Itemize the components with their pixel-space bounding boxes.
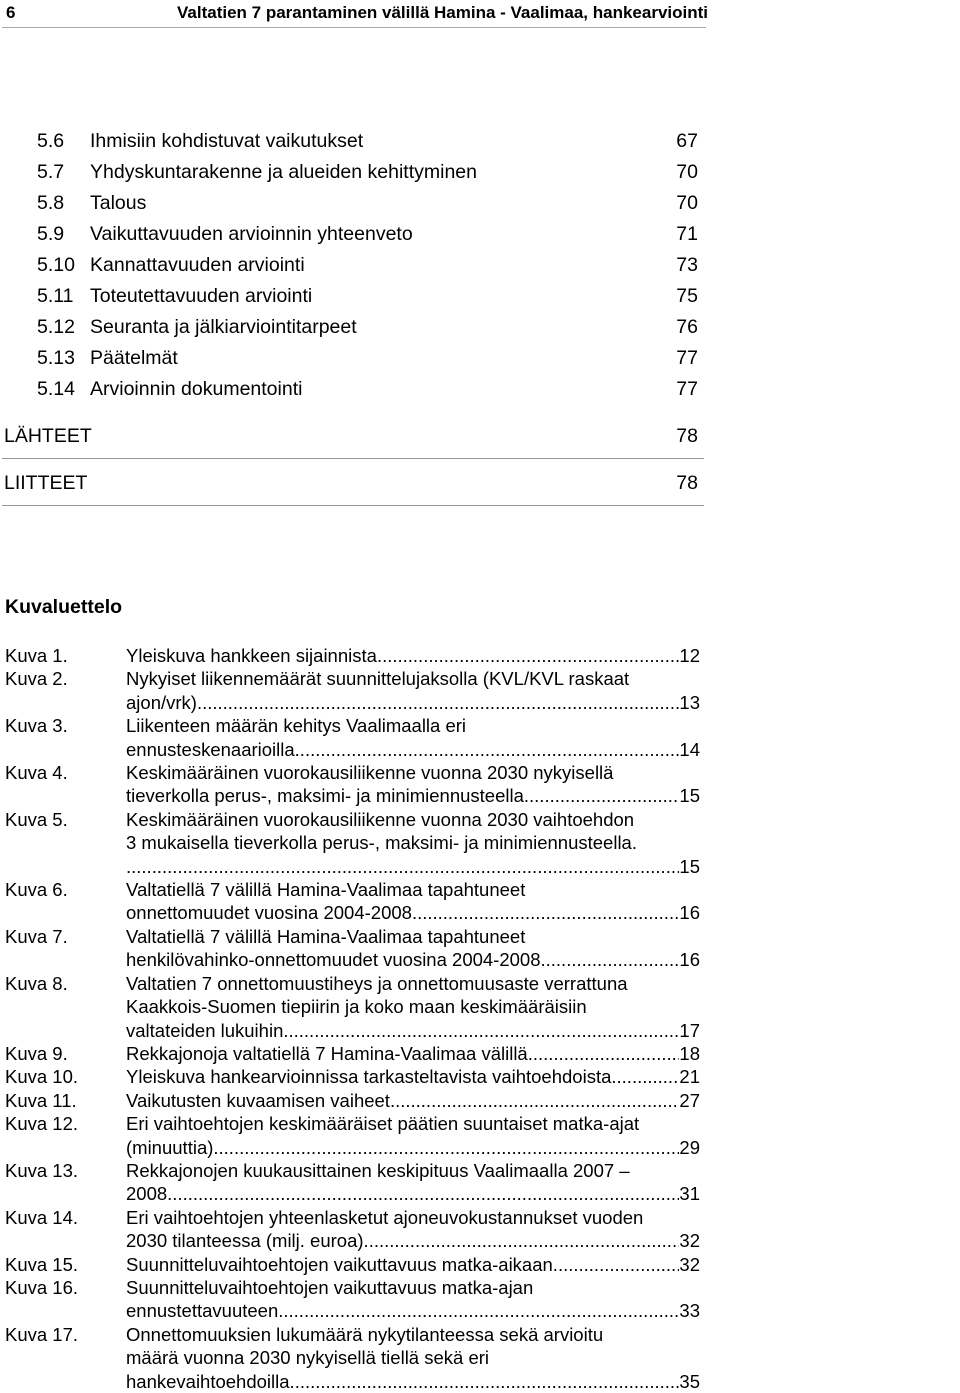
dot-leader — [197, 691, 679, 714]
figure-caption-text: henkilövahinko-onnettomuudet vuosina 2004-2008. — [126, 949, 546, 971]
figure-caption — [126, 714, 700, 761]
figure-caption-line: Nykyiset liikennemäärät suunnittelujaksolla (KVL/KVL raskaat — [126, 668, 630, 690]
figure-page: 32 — [679, 1253, 700, 1275]
figure-caption-last-line — [126, 644, 700, 667]
figure-caption-text: Yleiskuva hankkeen sijainnista — [126, 645, 377, 666]
toc-entry[interactable] — [0, 378, 710, 404]
figure-caption-text: 2008. — [126, 1183, 173, 1205]
figure-page: 16 — [679, 949, 700, 971]
figure-label: Kuva 8. — [5, 972, 68, 994]
figure-caption-last-line — [126, 1089, 700, 1112]
figure-caption-line: Rekkajonojen kuukausittainen keskipituus Vaalimaalla 2007 – — [126, 1159, 630, 1181]
dot-leader — [377, 644, 679, 667]
figure-caption-text: ennustettavuuteen. — [126, 1300, 284, 1322]
figure-caption-text: ennusteskenaarioilla — [126, 738, 295, 760]
figure-caption-last-line — [126, 1042, 700, 1065]
figure-caption-line: Liikenteen määrän kehitys Vaalimaalla eri — [126, 715, 467, 737]
figure-caption — [126, 808, 700, 878]
page-number: 6 — [6, 3, 16, 22]
figure-caption-last-line — [126, 1229, 700, 1252]
figure-label: Kuva 11. — [5, 1089, 77, 1111]
toc-main-label: LÄHTEET — [4, 425, 92, 447]
figure-list — [0, 644, 710, 1393]
figure-caption-last-line — [126, 784, 700, 807]
toc-main-entry[interactable] — [0, 472, 704, 504]
figure-entry[interactable] — [0, 1323, 710, 1393]
figure-caption-text: (minuuttia). — [126, 1136, 219, 1158]
figure-entry[interactable] — [0, 1089, 710, 1112]
figure-entry[interactable] — [0, 1042, 710, 1065]
figure-label: Kuva 3. — [5, 715, 68, 737]
figure-caption — [126, 1323, 700, 1393]
toc-entry-page: 70 — [676, 161, 698, 183]
toc-entry-number: 5.11 — [37, 285, 74, 307]
figure-page: 14 — [679, 738, 700, 760]
figure-label: Kuva 1. — [5, 645, 68, 666]
toc-entry[interactable] — [0, 347, 710, 373]
figure-caption-last-line — [126, 1253, 700, 1276]
dot-leader — [417, 901, 679, 924]
figure-page: 15 — [679, 785, 700, 807]
figure-page: 33 — [679, 1300, 700, 1322]
figure-caption-last-line — [126, 1299, 700, 1322]
toc-divider — [2, 458, 704, 459]
figure-label: Kuva 6. — [5, 879, 68, 901]
toc-entry-label: Seuranta ja jälkiarviointitarpeet — [90, 316, 357, 338]
figure-caption-line: Eri vaihtoehtojen yhteenlasketut ajoneuvokustannukset vuoden — [126, 1206, 644, 1228]
figure-caption — [126, 1065, 700, 1088]
toc-entry-label: Talous — [90, 192, 147, 214]
figure-label: Kuva 14. — [5, 1206, 79, 1228]
dot-leader — [533, 1042, 680, 1065]
toc-main-page: 78 — [676, 425, 698, 447]
toc-entry-number: 5.7 — [37, 161, 65, 183]
toc-entry-page: 76 — [676, 316, 698, 338]
figure-caption-last-line — [126, 1182, 700, 1205]
figure-caption-line: määrä vuonna 2030 nykyisellä tiellä sekä eri — [126, 1347, 490, 1369]
figure-caption-text: Yleiskuva hankearvioinnissa tarkasteltavista vaihtoehdoista. — [126, 1066, 617, 1088]
toc-entry-page: 67 — [676, 130, 698, 152]
figure-label: Kuva 13. — [5, 1159, 79, 1181]
figure-caption-text: Vaikutusten kuvaamisen vaiheet. — [126, 1089, 396, 1111]
dot-leader — [295, 1370, 680, 1393]
dot-leader — [295, 738, 680, 761]
toc-main-page: 78 — [676, 472, 698, 494]
figure-label: Kuva 5. — [5, 808, 68, 830]
figure-label: Kuva 17. — [5, 1323, 79, 1345]
figure-caption-line: Valtatien 7 onnettomuustiheys ja onnettomuusaste verrattuna — [126, 972, 628, 994]
figure-page: 29 — [679, 1136, 700, 1158]
toc-entry-label: Vaikuttavuuden arvioinnin yhteenveto — [90, 223, 413, 245]
dot-leader — [219, 1136, 680, 1159]
dot-leader — [558, 1253, 679, 1276]
figure-caption-text: ajon/vrk) — [126, 691, 197, 713]
figure-label: Kuva 4. — [5, 762, 68, 784]
figure-caption — [126, 925, 700, 972]
figure-caption-text: Suunnitteluvaihtoehtojen vaikuttavuus matka-aikaan. — [126, 1253, 558, 1275]
dot-leader — [546, 948, 680, 971]
figure-entry[interactable] — [0, 1065, 710, 1088]
toc-main-label: LIITTEET — [4, 472, 88, 494]
toc-entry-number: 5.8 — [37, 192, 65, 214]
toc-entry-label: Yhdyskuntarakenne ja alueiden kehittyminen — [90, 161, 478, 183]
toc-entry[interactable] — [0, 285, 710, 311]
figure-entry[interactable] — [0, 714, 710, 761]
figure-page: 13 — [679, 691, 700, 713]
figure-entry[interactable] — [0, 972, 710, 1042]
figure-label: Kuva 12. — [5, 1113, 79, 1135]
figure-page: 15 — [679, 855, 700, 877]
figure-caption-text: tieverkolla perus-, maksimi- ja minimiennusteella. — [126, 785, 530, 807]
figure-entry[interactable] — [0, 667, 710, 714]
figure-caption-text: onnettomuudet vuosina 2004-2008. — [126, 902, 418, 924]
figure-label: Kuva 16. — [5, 1276, 79, 1298]
dot-leader — [172, 1182, 679, 1205]
figure-caption — [126, 1206, 700, 1253]
figure-caption-line: Valtatiellä 7 välillä Hamina-Vaalimaa tapahtuneet — [126, 879, 526, 901]
toc-entry-number: 5.6 — [37, 130, 65, 152]
toc-entry-number: 5.14 — [37, 378, 75, 400]
figure-page: 35 — [679, 1370, 700, 1392]
toc-entry-page: 75 — [676, 285, 698, 307]
dot-leader — [617, 1065, 680, 1088]
figure-entry[interactable] — [0, 878, 710, 925]
toc-entry-page: 70 — [676, 192, 698, 214]
figure-caption — [126, 1112, 700, 1159]
figure-page: 21 — [679, 1066, 700, 1088]
figure-entry[interactable] — [0, 644, 710, 667]
figure-caption-line: Eri vaihtoehtojen keskimääräiset päätien suuntaiset matka-ajat — [126, 1113, 640, 1135]
figure-caption-last-line — [126, 1019, 700, 1042]
figure-page: 27 — [679, 1089, 700, 1111]
figure-entry[interactable] — [0, 925, 710, 972]
toc-entry-page: 77 — [676, 347, 698, 369]
figure-caption — [126, 644, 700, 667]
figure-label: Kuva 2. — [5, 668, 68, 690]
toc-entry-label: Arvioinnin dokumentointi — [90, 378, 303, 400]
figure-caption-text: valtateiden lukuihin. — [126, 1019, 289, 1041]
toc-entry[interactable] — [0, 161, 710, 187]
figure-page: 32 — [679, 1230, 700, 1252]
figure-caption-line: Keskimääräinen vuorokausiliikenne vuonna 2030 nykyisellä — [126, 762, 614, 784]
dot-leader — [289, 1019, 680, 1042]
toc-entry-number: 5.9 — [37, 223, 65, 245]
figure-caption-last-line — [126, 855, 700, 878]
figure-page: 18 — [679, 1042, 700, 1064]
figure-page: 16 — [679, 902, 700, 924]
figure-entry[interactable] — [0, 1159, 710, 1206]
toc-entry-label: Toteutettavuuden arviointi — [90, 285, 313, 307]
toc-entry[interactable] — [0, 254, 710, 280]
toc-main-entry[interactable] — [0, 425, 704, 457]
figure-entry[interactable] — [0, 808, 710, 878]
figure-caption — [126, 1253, 700, 1276]
dot-leader — [395, 1089, 679, 1112]
figure-label: Kuva 7. — [5, 925, 68, 947]
figure-page: 31 — [679, 1183, 700, 1205]
figure-page: 12 — [679, 645, 700, 666]
dot-leader — [369, 1229, 680, 1252]
toc-entry-number: 5.12 — [37, 316, 75, 338]
figure-caption — [126, 761, 700, 808]
toc-entry-page: 71 — [676, 223, 698, 245]
toc-entry-number: 5.13 — [37, 347, 75, 369]
figure-label: Kuva 15. — [5, 1253, 79, 1275]
figure-list-title: Kuvaluettelo — [5, 596, 123, 618]
figure-caption-last-line — [126, 1065, 700, 1088]
figure-caption-text: Rekkajonoja valtatiellä 7 Hamina-Vaalimaa välillä. — [126, 1042, 533, 1064]
header-divider — [2, 27, 706, 28]
figure-caption-line: Suunnitteluvaihtoehtojen vaikuttavuus matka-ajan — [126, 1276, 534, 1298]
figure-entry[interactable] — [0, 1276, 710, 1323]
figure-label: Kuva 10. — [5, 1066, 79, 1088]
toc-entry-label: Päätelmät — [90, 347, 178, 369]
toc-entry-page: 77 — [676, 378, 698, 400]
figure-caption — [126, 1276, 700, 1323]
page-header — [6, 0, 706, 25]
figure-entry[interactable] — [0, 1206, 710, 1253]
figure-caption — [126, 972, 700, 1042]
figure-caption-line: Onnettomuuksien lukumäärä nykytilanteessa sekä arvioitu — [126, 1323, 604, 1345]
toc-entry[interactable] — [0, 223, 710, 249]
figure-caption-last-line — [126, 901, 700, 924]
figure-caption-line: Valtatiellä 7 välillä Hamina-Vaalimaa tapahtuneet — [126, 925, 526, 947]
figure-entry[interactable] — [0, 761, 710, 808]
dot-leader — [126, 855, 679, 878]
figure-label: Kuva 9. — [5, 1042, 68, 1064]
figure-caption-last-line — [126, 948, 700, 971]
toc-entry-page: 73 — [676, 254, 698, 276]
toc-entry-label: Kannattavuuden arviointi — [90, 254, 305, 276]
figure-page: 17 — [679, 1019, 700, 1041]
figure-caption-line: 3 mukaisella tieverkolla perus-, maksimi- ja minimiennusteella. — [126, 832, 637, 854]
figure-caption-last-line — [126, 1370, 700, 1393]
figure-caption — [126, 878, 700, 925]
figure-caption-text: hankevaihtoehdoilla. — [126, 1370, 295, 1392]
toc-entry[interactable] — [0, 130, 710, 156]
dot-leader — [283, 1299, 679, 1322]
dot-leader — [529, 784, 679, 807]
figure-caption — [126, 1042, 700, 1065]
figure-caption — [126, 1089, 700, 1112]
toc-entry-label: Ihmisiin kohdistuvat vaikutukset — [90, 130, 364, 152]
figure-entry[interactable] — [0, 1112, 710, 1159]
figure-caption-line: Keskimääräinen vuorokausiliikenne vuonna 2030 vaihtoehdon — [126, 808, 635, 830]
figure-caption-last-line — [126, 738, 700, 761]
figure-caption-last-line — [126, 1136, 700, 1159]
figure-caption-text: 2030 tilanteessa (milj. euroa). — [126, 1230, 369, 1252]
toc-entry-number: 5.10 — [37, 254, 75, 276]
toc-divider — [2, 505, 704, 506]
toc-entry[interactable] — [0, 316, 710, 342]
figure-entry[interactable] — [0, 1253, 710, 1276]
figure-caption-line: Kaakkois-Suomen tiepiirin ja koko maan keskimääräisiin — [126, 996, 587, 1018]
toc-entry[interactable] — [0, 192, 710, 218]
figure-caption — [126, 667, 700, 714]
figure-caption — [126, 1159, 700, 1206]
document-title: Valtatien 7 parantaminen välillä Hamina - Vaalimaa, hankearviointi — [177, 3, 708, 22]
figure-caption-last-line — [126, 691, 700, 714]
